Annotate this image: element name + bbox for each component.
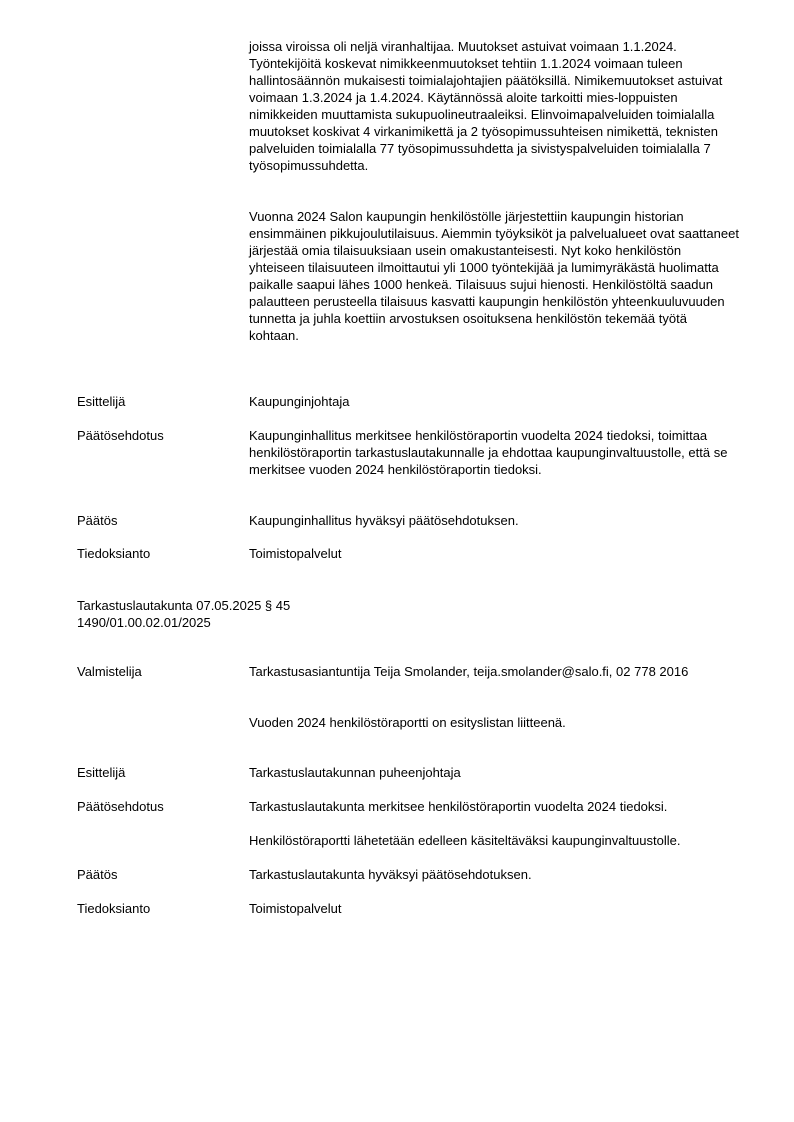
tl-esittelija-label: Esittelijä [77,765,126,780]
kh-esittelija-value: Kaupunginjohtaja [249,394,350,409]
kh-paatosehdotus-label: Päätösehdotus [77,428,164,443]
tl-valmistelija-note: Vuoden 2024 henkilöstöraportti on esityslistan liitteenä. [249,715,566,730]
tl-paatos-label: Päätös [77,867,118,882]
kh-tiedoksianto-value: Toimistopalvelut [249,546,342,561]
tl-tiedoksianto-label: Tiedoksianto [77,901,151,916]
tl-valmistelija-label: Valmistelija [77,664,142,679]
intro-paragraph-2: Vuonna 2024 Salon kaupungin henkilöstölle järjestettiin kaupungin historian ensimmäinen pikkujoulutilaisuus. Aiemmin työyksiköt ja palvelualueet ovat saattaneet järjestää omia tilaisuuksiaan usein omakustanteisesti. Nyt koko henkilöstön yhteiseen tilaisuuteen ilmoittautui yli 1000 työntekijää ja lumimyräkästä huolimatta paikalle saapui lähes 1000 henkeä. Tilaisuus sujui hienosti. Henkilöstöltä saadun palautteen perusteella tilaisuus kasvatti kaupungin henkilöstön yhteenkuuluvuuden tunnetta ja juhla koettiin arvostuksen osoituksena henkilöstön tekemää työtä kohtaan. [249,209,739,343]
tl-paatosehdotus-value: Tarkastuslautakunta merkitsee henkilöstöraportin vuodelta 2024 tiedoksi. [249,799,668,814]
kh-esittelija-label: Esittelijä [77,394,126,409]
tl-heading-record-number: 1490/01.00.02.01/2025 [77,615,211,630]
tl-heading-meeting: Tarkastuslautakunta 07.05.2025 § 45 [77,598,291,613]
intro-paragraph-1: joissa viroissa oli neljä viranhaltijaa. Muutokset astuivat voimaan 1.1.2024. Työntekijöitä koskevat nimikkeenmuutokset tehtiin 1.1.2024 voimaan tuleen hallintosäännön mukaisesti toimialajohtajien päätöksillä. Nimikemuutokset astuivat voimaan 1.3.2024 ja 1.4.2024. Käytännössä aloite tarkoitti mies-loppuisten nimikkeiden muuttamista sukupuolineutraaleiksi. Elinvoimapalveluiden toimialalla muutokset koskivat 4 virkanimikettä ja 2 työsopimussuhteisen nimikettä, teknisten palveluiden toimialalla 77 työsopimussuhdetta ja sivistyspalveluiden toimialalla 7 työsopimussuhdetta. [249,39,723,173]
tl-paatosehdotus-note: Henkilöstöraportti lähetetään edelleen käsiteltäväksi kaupunginvaltuustolle. [249,833,681,848]
tl-paatosehdotus-label: Päätösehdotus [77,799,164,814]
kh-tiedoksianto-label: Tiedoksianto [77,546,151,561]
kh-paatos-value: Kaupunginhallitus hyväksyi päätösehdotuksen. [249,513,519,528]
tl-valmistelija-value: Tarkastusasiantuntija Teija Smolander, teija.smolander@salo.fi, 02 778 2016 [249,664,689,679]
kh-paatos-label: Päätös [77,513,118,528]
kh-paatosehdotus-value: Kaupunginhallitus merkitsee henkilöstöraportin vuodelta 2024 tiedoksi, toimittaa henkilöstöraportin tarkastuslautakunnalle ja ehdottaa kaupunginvaltuustolle, että se merkitsee vuoden 2024 henkilöstöraportin tiedoksi. [249,428,728,477]
tl-paatos-value: Tarkastuslautakunta hyväksyi päätösehdotuksen. [249,867,532,882]
tl-tiedoksianto-value: Toimistopalvelut [249,901,342,916]
tl-esittelija-value: Tarkastuslautakunnan puheenjohtaja [249,765,461,780]
